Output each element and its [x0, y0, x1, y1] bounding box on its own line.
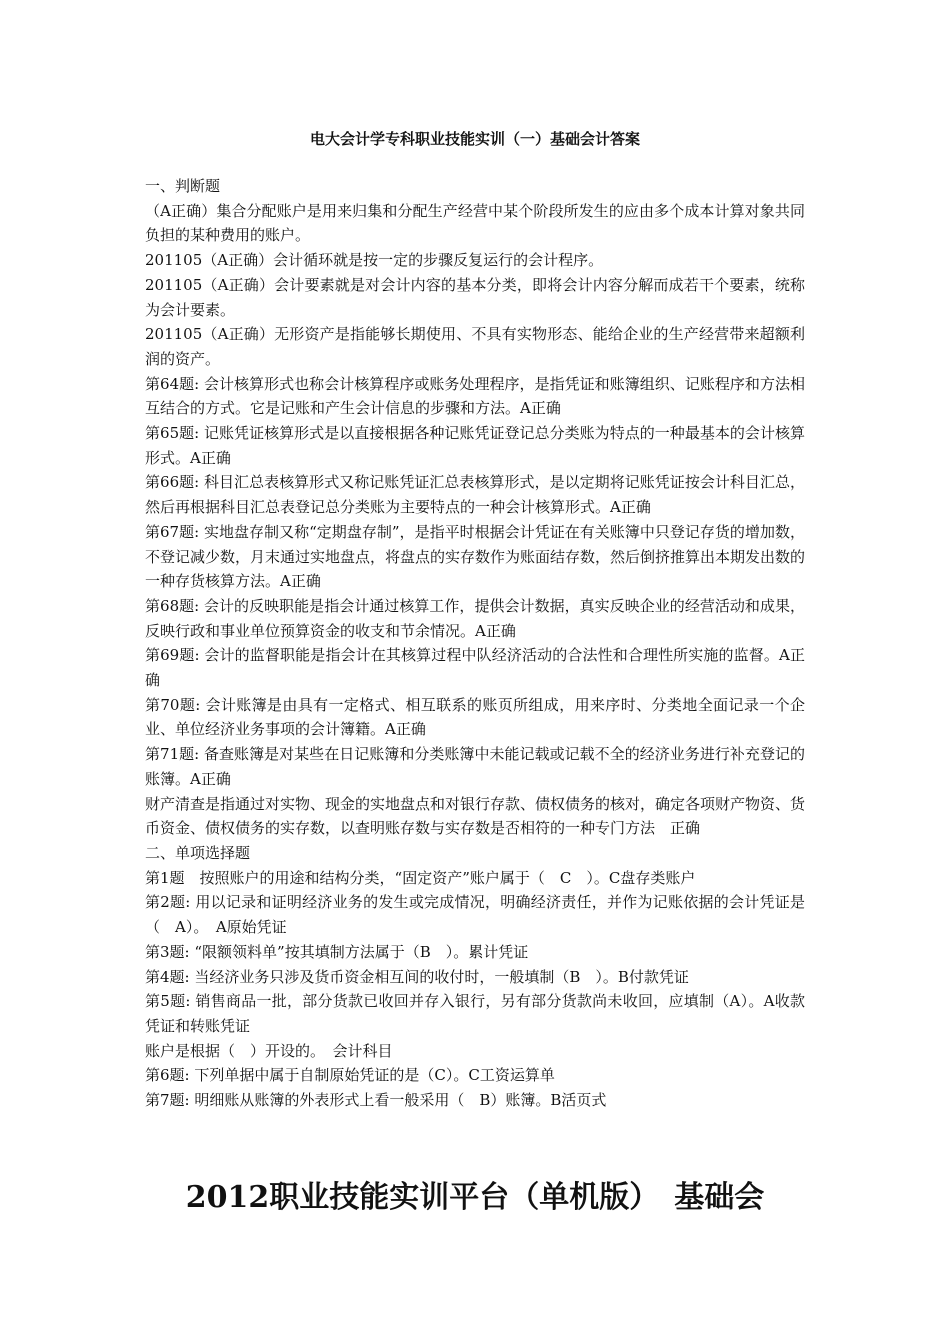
section-heading: 一、判断题	[145, 177, 221, 195]
paragraph: 第68题: 会计的反映职能是指会计通过核算工作，提供会计数据，真实反映企业的经营活动和成果，反映行政和事业单位预算资金的收支和节余情况。A正确	[145, 596, 805, 640]
paragraph: 第67题: 实地盘存制又称“定期盘存制”，是指平时根据会计凭证在有关账簿中只登记存货的增加数，不登记减少数，月末通过实地盘点，将盘点的实存数作为账面结存数，然后倒挤推算出本期发出数的一种存货核算方法。A正确	[145, 522, 806, 591]
paragraph: 第71题: 备查账簿是对某些在日记账簿和分类账簿中未能记载或记载不全的经济业务进行补充登记的账簿。A正确	[145, 745, 805, 788]
paragraph: 第4题: 当经济业务只涉及货币资金相互间的收付时，一般填制（B ）。B付款凭证	[145, 967, 689, 986]
paragraph: 第66题: 科目汇总表核算形式又称记账凭证汇总表核算形式，是以定期将记账凭证按会计科目汇总，然后再根据科目汇总表登记总分类账为主要特点的一种会计核算形式。A正确	[145, 473, 805, 517]
paragraph: 第5题: 销售商品一批，部分货款已收回并存入银行，另有部分货款尚未收回，应填制（A）。A收款凭证和转账凭证	[145, 992, 805, 1035]
paragraph: 财产清查是指通过对实物、现金的实地盘点和对银行存款、债权债务的核对，确定各项财产物资、货币资金、债权债务的实存数，以查明账存数与实存数是否相符的一种专门方法 正确	[145, 794, 806, 838]
paragraph: 第7题: 明细账从账簿的外表形式上看一般采用（ B）账簿。B活页式	[145, 1091, 607, 1110]
document-body	[145, 174, 805, 1113]
document-title: 电大会计学专科职业技能实训（一）基础会计答案	[309, 130, 640, 148]
paragraph: 201105（A正确）会计要素就是对会计内容的基本分类，即将会计内容分解而成若干个要素，统称为会计要素。	[145, 275, 805, 319]
paragraph: 第3题: “限额领料单”按其填制方法属于（B ）。累计凭证	[145, 942, 529, 961]
paragraph: 第65题: 记账凭证核算形式是以直接根据各种记账凭证登记总分类账为特点的一种最基本的会计核算形式。A正确	[145, 424, 805, 467]
paragraph: 第1题 按照账户的用途和结构分类，“固定资产”账户属于（ C ）。C盘存类账户	[145, 868, 696, 887]
paragraph: 第6题: 下列单据中属于自制原始凭证的是（C）。C工资运算单	[145, 1066, 555, 1085]
footer-heading: 2012职业技能实训平台（单机版） 基础会	[185, 1180, 765, 1215]
section-heading: 二、单项选择题	[145, 843, 251, 862]
paragraph: 201105（A正确）无形资产是指能够长期使用、不具有实物形态、能给企业的生产经营带来超额利润的资产。	[145, 325, 805, 368]
paragraph: 第2题: 用以记录和证明经济业务的发生或完成情况，明确经济责任，并作为记账依据的会计凭证是（ A）。 A原始凭证	[145, 893, 805, 937]
paragraph: 第64题: 会计核算形式也称会计核算程序或账务处理程序，是指凭证和账簿组织、记账程序和方法相互结合的方式。它是记账和产生会计信息的步骤和方法。A正确	[145, 374, 805, 418]
paragraph: （A正确）集合分配账户是用来归集和分配生产经营中某个阶段所发生的应由多个成本计算对象共同负担的某种费用的账户。	[145, 201, 805, 245]
paragraph: 第69题: 会计的监督职能是指会计在其核算过程中队经济活动的合法性和合理性所实施的监督。A正确	[145, 646, 805, 690]
paragraph: 201105（A正确）会计循环就是按一定的步骤反复运行的会计程序。	[145, 251, 604, 270]
paragraph: 账户是根据（ ）开设的。 会计科目	[145, 1041, 393, 1060]
paragraph: 第70题: 会计账簿是由具有一定格式、相互联系的账页所组成，用来序时、分类地全面记录一个企业、单位经济业务事项的会计簿籍。A正确	[145, 695, 805, 739]
